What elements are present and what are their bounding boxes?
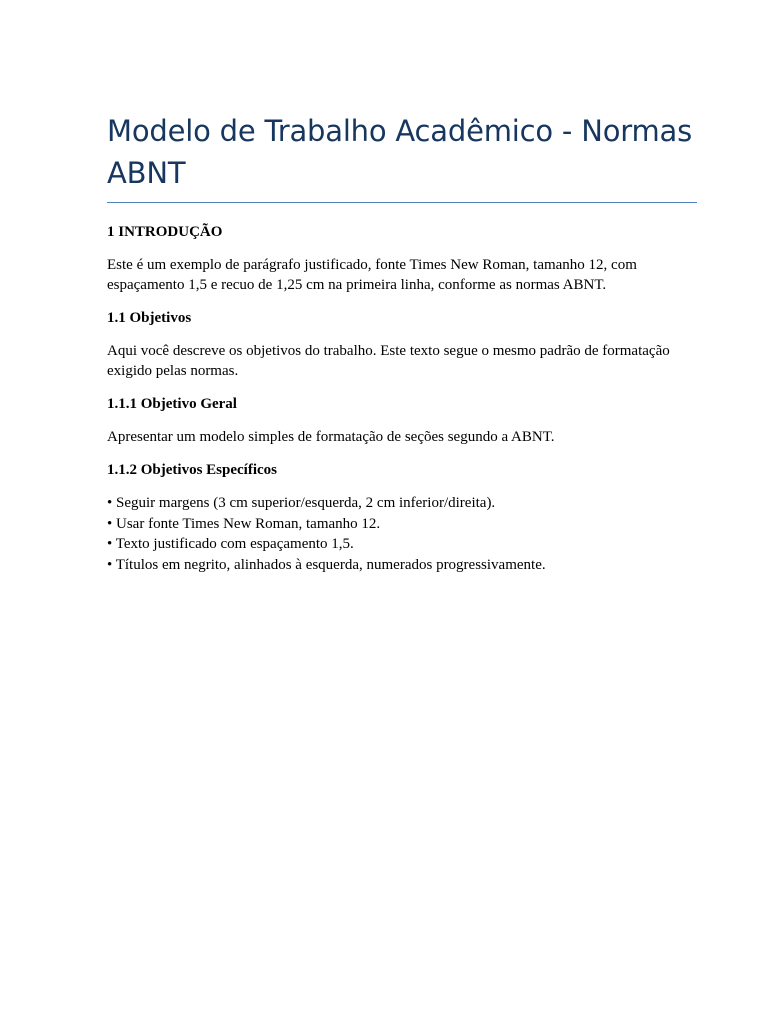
list-item: • Títulos em negrito, alinhados à esquerda, numerados progressivamente. bbox=[107, 556, 546, 573]
list-item: • Texto justificado com espaçamento 1,5. bbox=[107, 536, 354, 552]
section-heading-objetivos: 1.1 Objetivos bbox=[107, 310, 192, 326]
document-title: Modelo de Trabalho Acadêmico - Normas ABNT bbox=[107, 110, 697, 203]
objetivos-especificos-list bbox=[107, 493, 697, 575]
list-item: • Seguir margens (3 cm superior/esquerda, 2 cm inferior/direita). bbox=[107, 495, 496, 511]
section-heading-objetivo-geral: 1.1.1 Objetivo Geral bbox=[107, 396, 237, 412]
paragraph-objetivos: Aqui você descreve os objetivos do trabalho. Este texto segue o mesmo padrão de formatação exigido pelas normas. bbox=[107, 343, 670, 379]
list-item: • Usar fonte Times New Roman, tamanho 12. bbox=[107, 515, 381, 532]
paragraph-objetivo-geral: Apresentar um modelo simples de formatação de seções segundo a ABNT. bbox=[107, 429, 555, 445]
section-heading-introducao: 1 INTRODUÇÃO bbox=[107, 224, 223, 240]
paragraph-introducao: Este é um exemplo de parágrafo justificado, fonte Times New Roman, tamanho 12, com espaçamento 1,5 e recuo de 1,25 cm na primeira linha, conforme as normas ABNT. bbox=[107, 257, 637, 293]
section-heading-objetivos-especificos: 1.1.2 Objetivos Específicos bbox=[107, 462, 277, 478]
